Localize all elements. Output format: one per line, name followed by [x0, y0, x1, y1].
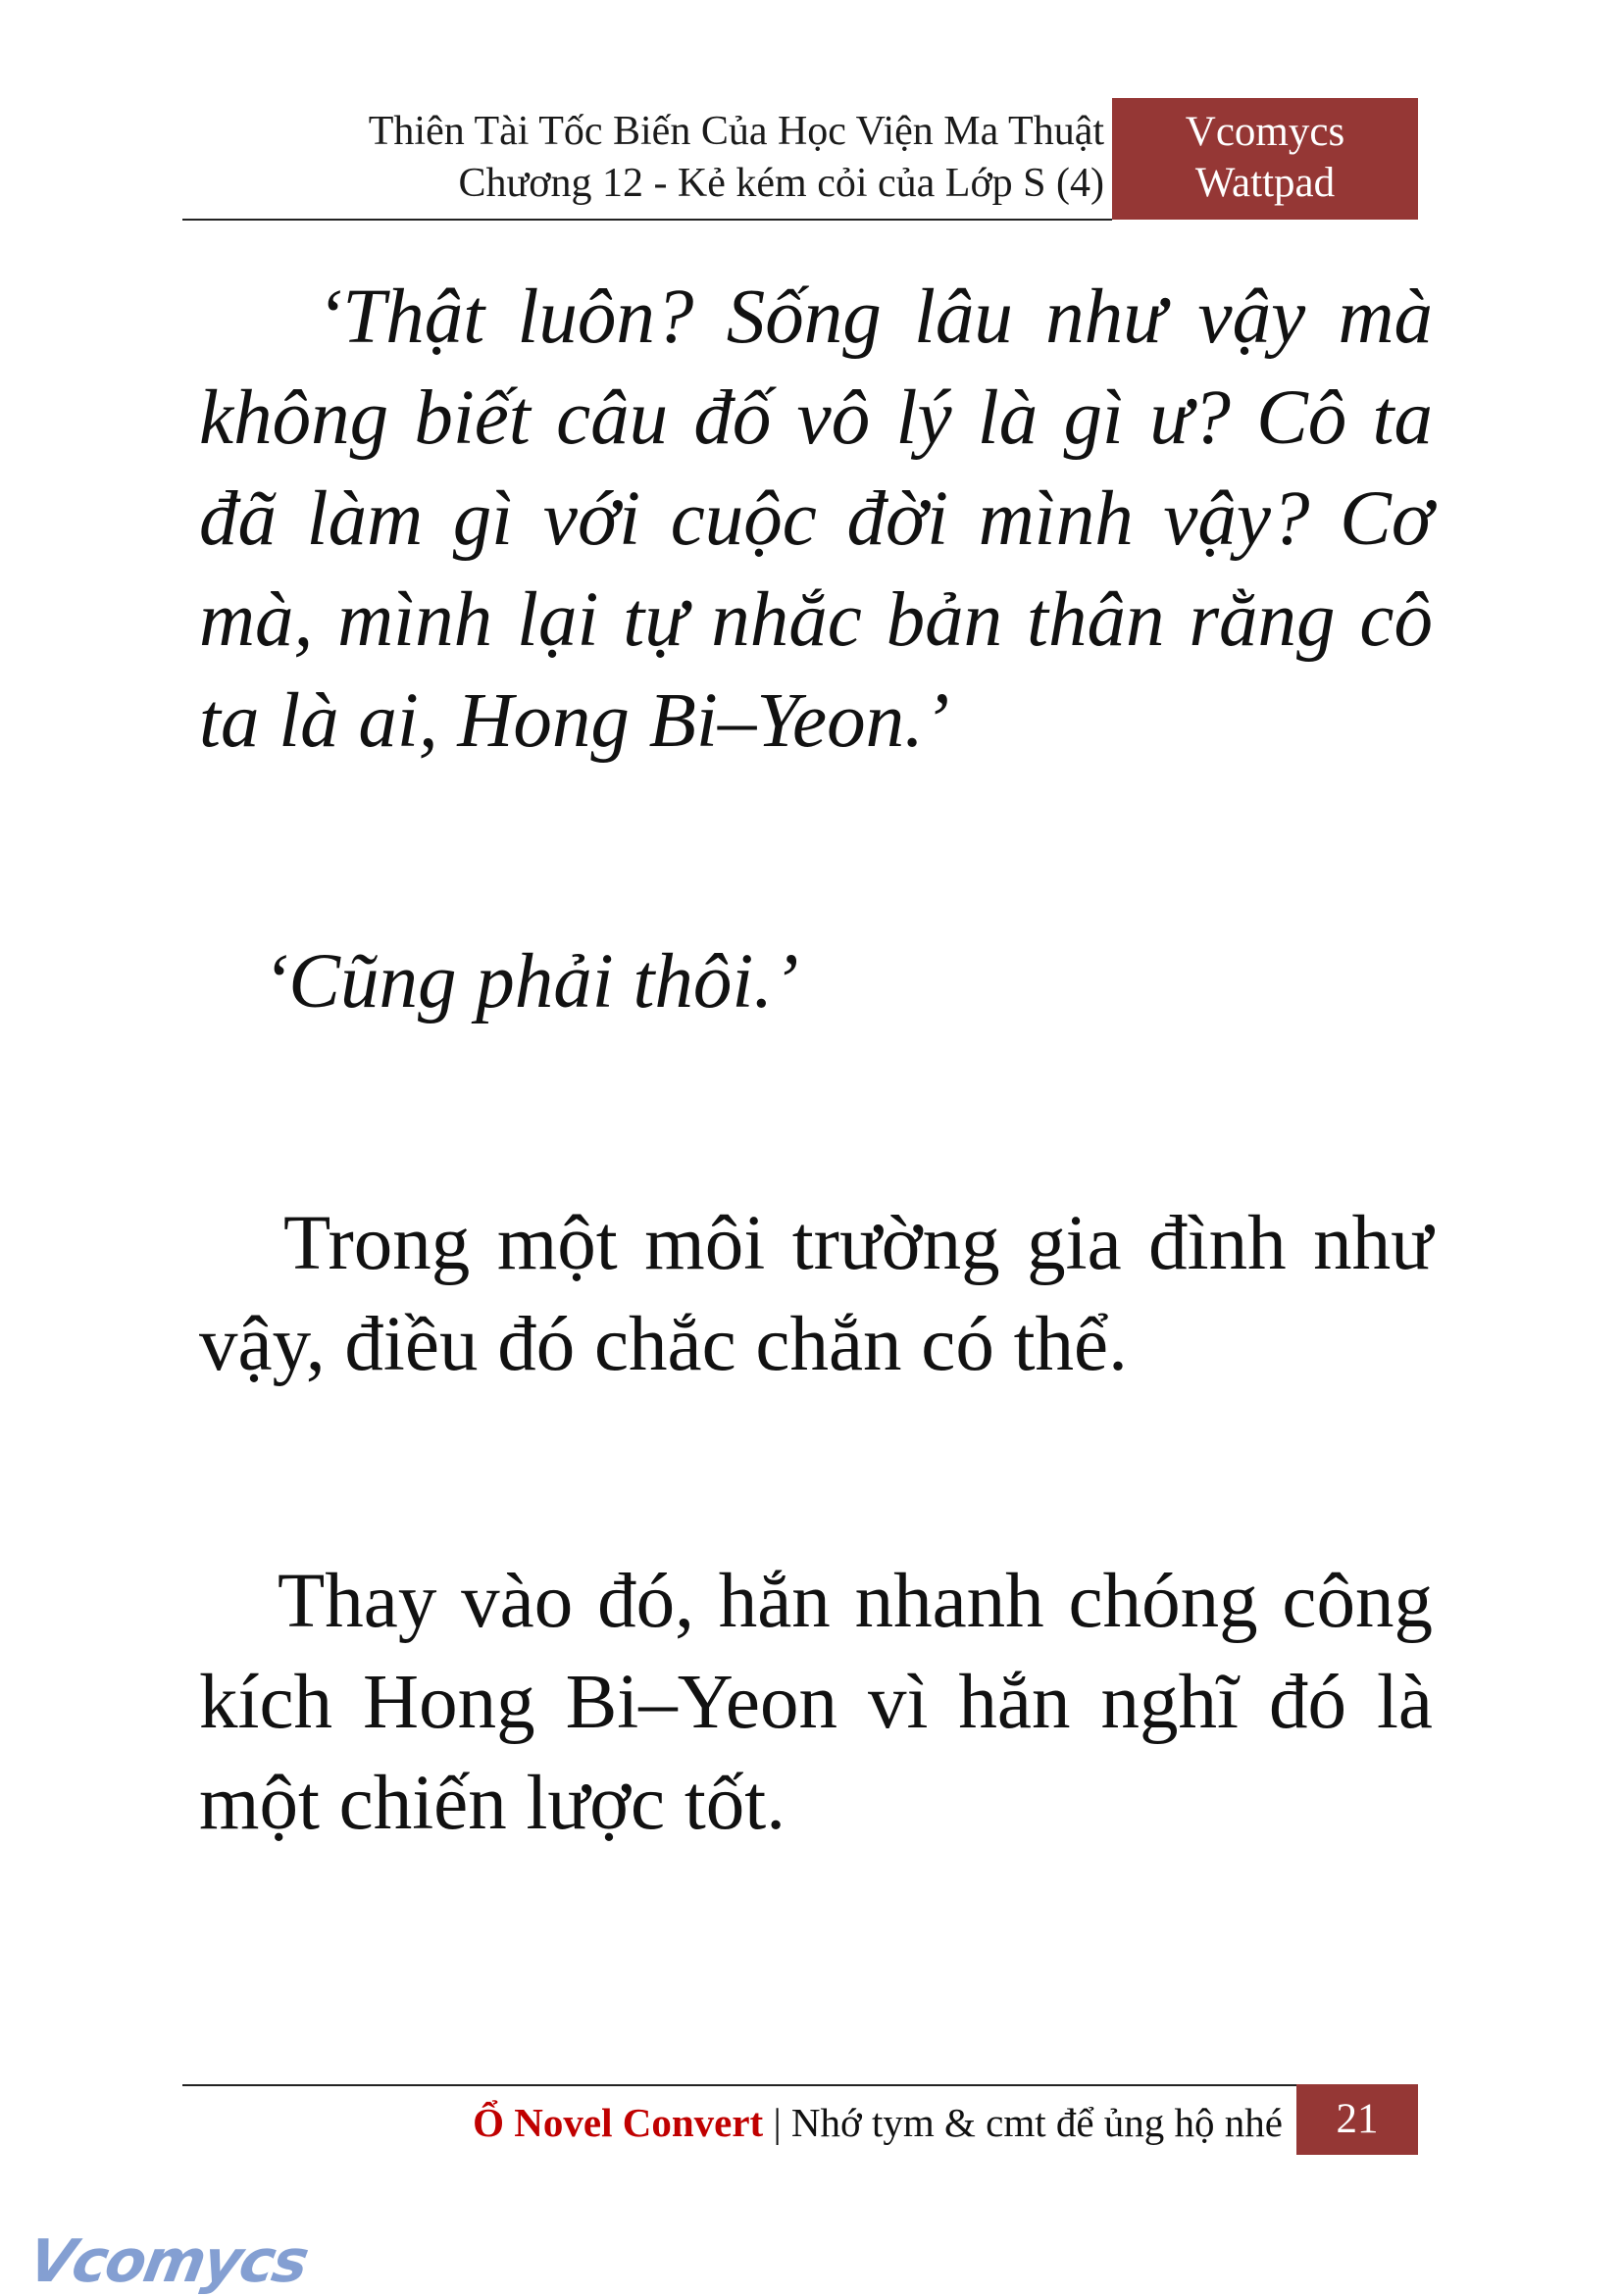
source-line-1: Vcomycs	[1185, 109, 1345, 155]
footer-separator: |	[763, 2100, 791, 2145]
watermark-text: Vcomycs	[23, 2227, 313, 2296]
footer-divider	[182, 2084, 1296, 2086]
book-title: Thiên Tài Tốc Biến Của Học Viện Ma Thuật	[368, 109, 1104, 154]
running-header	[182, 106, 1104, 210]
paragraph-4: Thay vào đó, hắn nhanh chóng công kích Hong Bi–Yeon vì hắn nghĩ đó là một chiến lược tốt.	[199, 1559, 1433, 1846]
page-number: 21	[1296, 2084, 1418, 2155]
watermark-logo	[24, 2227, 312, 2296]
footer-note	[182, 2096, 1283, 2149]
source-line-2: Wattpad	[1194, 160, 1336, 206]
paragraph-2: ‘Cũng phải thôi.’	[263, 939, 799, 1024]
chapter-title: Chương 12 - Kẻ kém cỏi của Lớp S (4)	[458, 161, 1104, 206]
paragraph-3: Trong một môi trường gia đình như vậy, điều đó chắc chắn có thể.	[199, 1201, 1433, 1387]
paragraph-1: ‘Thật luôn? Sống lâu như vậy mà không biết câu đố vô lý là gì ư? Cô ta đã làm gì với cuộc đời mình vậy? Cơ mà, mình lại tự nhắc bản thân rằng cô ta là ai, Hong Bi–Yeon.’	[199, 275, 1433, 764]
footer-brand: Ổ Novel Convert	[473, 2100, 764, 2145]
header-divider	[182, 219, 1112, 221]
footer-message: Nhớ tym & cmt để ủng hộ nhé	[790, 2100, 1283, 2145]
source-badge	[1112, 98, 1418, 220]
